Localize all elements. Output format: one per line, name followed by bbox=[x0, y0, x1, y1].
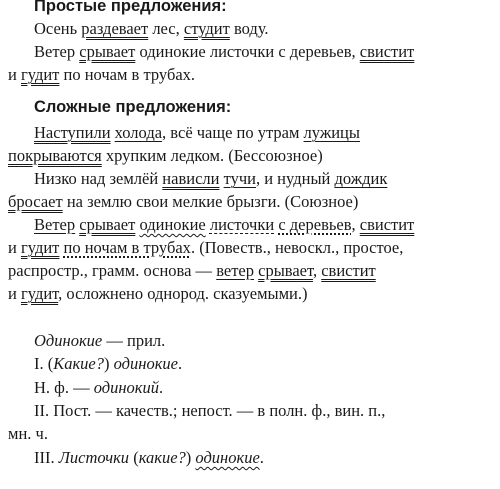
heading-simple-sentences bbox=[34, 0, 227, 18]
text-fragment: и bbox=[8, 238, 21, 257]
text-fragment: , bbox=[351, 215, 360, 234]
text-fragment: Осень bbox=[34, 19, 82, 38]
adverbial: по ночам в трубах bbox=[63, 238, 191, 257]
analyzed-word: одинокие bbox=[195, 448, 260, 467]
text-fragment: — прил. bbox=[102, 331, 166, 350]
text-fragment: Ветер bbox=[34, 42, 80, 61]
analyzed-sentence-line-4 bbox=[8, 282, 308, 305]
text-fragment: , всё чаще по утрам bbox=[162, 123, 304, 142]
text-fragment: . bbox=[159, 378, 164, 397]
simple-sentence-1 bbox=[34, 17, 269, 40]
text-fragment: Н. ф. — bbox=[34, 378, 94, 397]
analyzed-sentence-line-1 bbox=[34, 213, 414, 236]
object: листочки bbox=[209, 215, 275, 234]
text-fragment: и bbox=[8, 284, 21, 303]
text-fragment: ) bbox=[185, 448, 196, 467]
text-fragment: и bbox=[8, 65, 21, 84]
predicate: свистит bbox=[321, 261, 376, 280]
analyzed-sentence-line-3 bbox=[8, 259, 376, 282]
predicate: свистит bbox=[359, 42, 415, 61]
analyzed-word: Одинокие bbox=[34, 331, 103, 350]
analyzed-word: одинокие bbox=[113, 354, 178, 373]
text-fragment: . bbox=[259, 448, 264, 467]
complex-sentence-2-line-2 bbox=[8, 190, 358, 213]
text-fragment: . bbox=[177, 354, 183, 373]
predicate: бросает bbox=[8, 192, 63, 211]
text-fragment: лес, bbox=[148, 19, 184, 38]
text-fragment: на землю свои мелкие брызги. (Союзное) bbox=[62, 192, 359, 211]
adverbial: с деревьев bbox=[278, 215, 352, 234]
subject: дождик bbox=[334, 169, 388, 188]
complex-sentence-2-line-1 bbox=[34, 167, 387, 190]
text-fragment: одинокие листочки с деревьев, bbox=[135, 42, 360, 61]
text-fragment: хрупким ледком. (Бессоюзное) bbox=[101, 146, 323, 165]
predicate: гудит bbox=[20, 65, 60, 84]
predicate: свистит bbox=[359, 215, 415, 234]
heading-text: Сложные предложения: bbox=[34, 98, 232, 116]
text-fragment: , осложнено однород. сказуемыми.) bbox=[58, 284, 308, 303]
text-fragment: ( bbox=[129, 448, 139, 467]
predicate: срывает bbox=[79, 215, 136, 234]
initial-form: одинокий bbox=[93, 378, 160, 397]
question-text: Какие? bbox=[53, 354, 104, 373]
text-fragment: по ночам в трубах. bbox=[59, 65, 196, 84]
subject: лужицы bbox=[303, 123, 360, 142]
text-fragment: Низко над землёй bbox=[34, 169, 163, 188]
text-fragment: , bbox=[312, 261, 322, 280]
predicate: студит bbox=[183, 19, 230, 38]
predicate: Наступили bbox=[34, 123, 111, 142]
text-fragment: , и нудный bbox=[255, 169, 335, 188]
analysis-line-1 bbox=[34, 329, 165, 352]
text-fragment: . (Повеств., невоскл., простое, bbox=[190, 238, 404, 257]
subject: тучи bbox=[223, 169, 256, 188]
text-fragment: III. bbox=[34, 448, 59, 467]
predicate: раздевает bbox=[81, 19, 149, 38]
text-fragment: распростр., грамм. основа — bbox=[8, 261, 217, 280]
text-fragment: II. Пост. — качеств.; непост. — в полн. ф., вин. п., bbox=[34, 401, 386, 420]
predicate: нависли bbox=[162, 169, 220, 188]
analysis-line-6 bbox=[34, 446, 264, 469]
heading-text: Простые предложения: bbox=[34, 0, 227, 15]
analysis-line-4 bbox=[34, 399, 385, 422]
subject: холода bbox=[114, 123, 163, 142]
analysis-line-5 bbox=[8, 422, 48, 445]
predicate: срывает bbox=[258, 261, 313, 280]
simple-sentence-2-line-1 bbox=[34, 40, 414, 63]
attribute: одинокие bbox=[139, 215, 206, 234]
predicate: покрываются bbox=[8, 146, 102, 165]
analysis-line-2 bbox=[34, 352, 182, 375]
text-fragment: мн. ч. bbox=[8, 424, 48, 443]
text-fragment: воду. bbox=[229, 19, 269, 38]
heading-complex-sentences bbox=[34, 96, 231, 119]
complex-sentence-1-line-1 bbox=[34, 121, 360, 144]
predicate: срывает bbox=[79, 42, 136, 61]
text-fragment: I. ( bbox=[34, 354, 54, 373]
noun-word: Листочки bbox=[58, 448, 130, 467]
predicate: гудит bbox=[20, 238, 60, 257]
complex-sentence-1-line-2 bbox=[8, 144, 323, 167]
subject: Ветер bbox=[34, 215, 76, 234]
predicate: гудит bbox=[20, 284, 59, 303]
simple-sentence-2-line-2 bbox=[8, 63, 195, 86]
subject: ветер bbox=[216, 261, 254, 280]
text-fragment: ) bbox=[104, 354, 114, 373]
analyzed-sentence-line-2 bbox=[8, 236, 403, 259]
question-text: какие? bbox=[138, 448, 186, 467]
analysis-line-3 bbox=[34, 376, 163, 399]
